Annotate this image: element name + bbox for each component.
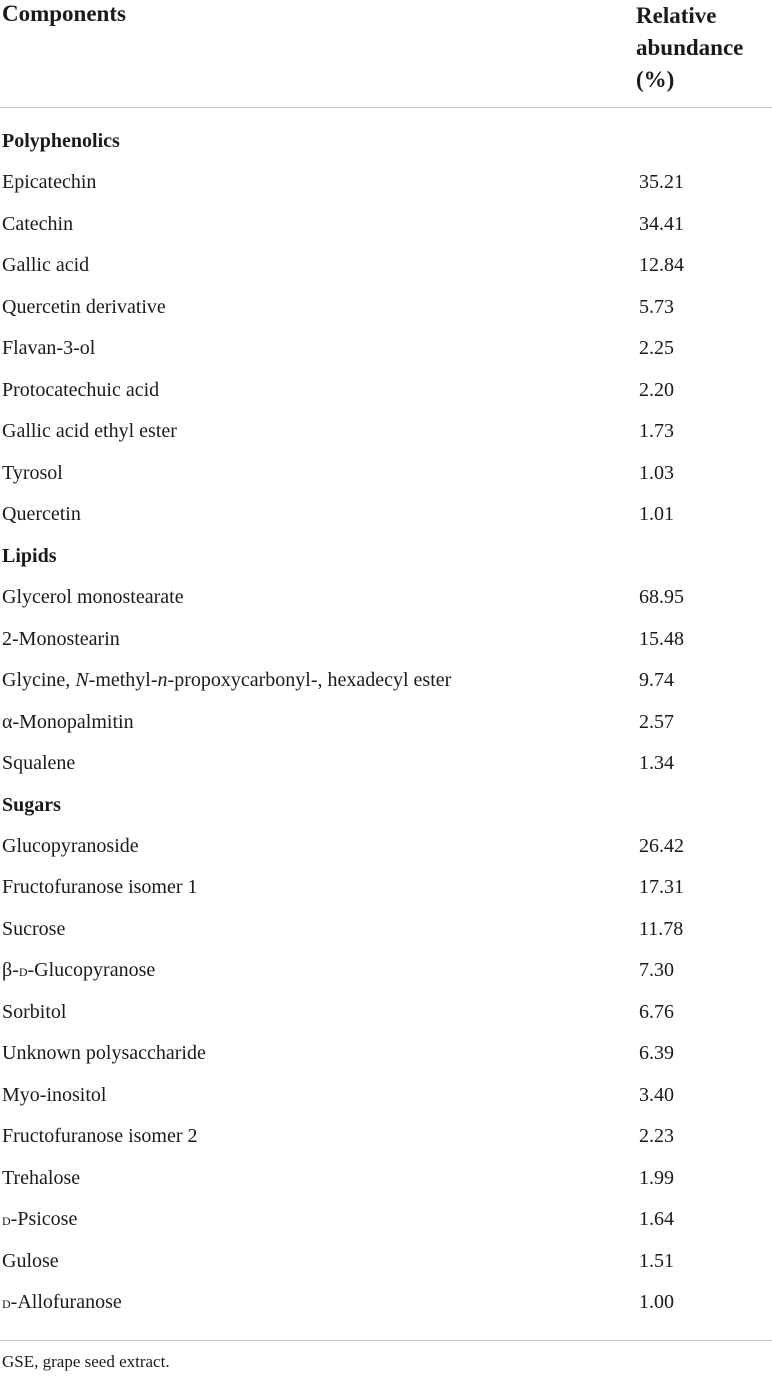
component-name: Flavan-3-ol <box>2 337 96 360</box>
component-name: d-Psicose <box>2 1208 78 1231</box>
abundance-value: 34.41 <box>639 212 684 235</box>
component-name: Unknown polysaccharide <box>2 1042 206 1065</box>
abundance-value: 11.78 <box>639 917 684 940</box>
abundance-value: 1.73 <box>639 420 674 443</box>
section-row <box>0 536 772 577</box>
table-row <box>0 411 772 452</box>
table-row <box>0 1033 772 1074</box>
abundance-value: 1.03 <box>639 461 674 484</box>
abundance-value: 2.25 <box>639 337 674 360</box>
component-name: Fructofuranose isomer 2 <box>2 1125 198 1148</box>
component-name: Catechin <box>2 212 74 235</box>
abundance-value: 1.51 <box>639 1249 674 1272</box>
table-header <box>0 0 772 108</box>
component-name: Quercetin <box>2 503 81 526</box>
bottom-rule <box>0 1340 772 1341</box>
abundance-value: 17.31 <box>639 876 684 899</box>
table-row <box>0 328 772 369</box>
abundance-value: 12.84 <box>639 254 684 277</box>
table-row <box>0 577 772 618</box>
table-row <box>0 992 772 1033</box>
abundance-value: 15.48 <box>639 627 684 650</box>
component-name: Gallic acid <box>2 254 90 277</box>
table-row <box>0 619 772 660</box>
table-row <box>0 702 772 743</box>
abundance-value: 2.23 <box>639 1125 674 1148</box>
table-row <box>0 1241 772 1282</box>
component-name: d-Allofuranose <box>2 1291 122 1314</box>
component-name: Gulose <box>2 1249 59 1272</box>
table-row <box>0 1116 772 1157</box>
section-label: Sugars <box>2 793 61 816</box>
abundance-value: 1.00 <box>639 1291 674 1314</box>
section-row <box>0 785 772 826</box>
section-label: Lipids <box>2 544 57 567</box>
table-row <box>0 370 772 411</box>
section-label: Polyphenolics <box>2 130 120 152</box>
component-name: Tyrosol <box>2 461 63 484</box>
table-row <box>0 950 772 991</box>
table-row <box>0 494 772 535</box>
table-row <box>0 162 772 203</box>
component-name: Glycerol monostearate <box>2 586 184 609</box>
section-row <box>0 121 772 162</box>
component-name: Gallic acid ethyl ester <box>2 420 177 443</box>
table-row <box>0 660 772 701</box>
component-name: β-d-Glucopyranose <box>2 959 156 982</box>
abundance-column-header: Relative abundance (%) <box>636 3 744 92</box>
abundance-value: 2.57 <box>639 710 674 733</box>
component-name: Squalene <box>2 752 76 775</box>
table-row <box>0 743 772 784</box>
component-name: Trehalose <box>2 1166 81 1189</box>
component-name: Glycine, N-methyl-n-propoxycarbonyl-, hexadecyl ester <box>2 669 452 692</box>
component-name: Myo-inositol <box>2 1083 107 1106</box>
table-row <box>0 1075 772 1116</box>
abundance-value: 3.40 <box>639 1083 674 1106</box>
abundance-value: 68.95 <box>639 586 684 609</box>
table-row <box>0 287 772 328</box>
component-name: α-Monopalmitin <box>2 710 134 733</box>
abundance-value: 9.74 <box>639 669 674 692</box>
abundance-value: 6.39 <box>639 1042 674 1065</box>
abundance-value: 26.42 <box>639 834 684 857</box>
table-row <box>0 1282 772 1323</box>
components-column-header: Components <box>2 1 126 26</box>
abundance-value: 7.30 <box>639 959 674 982</box>
component-name: Sorbitol <box>2 1000 67 1023</box>
abundance-value: 35.21 <box>639 171 684 194</box>
abundance-value: 1.01 <box>639 503 674 526</box>
table-row <box>0 867 772 908</box>
component-name: Epicatechin <box>2 171 97 194</box>
abundance-value: 1.64 <box>639 1208 674 1231</box>
abundance-value: 6.76 <box>639 1000 674 1023</box>
component-name: Fructofuranose isomer 1 <box>2 876 198 899</box>
abundance-value: 2.20 <box>639 378 674 401</box>
table-row <box>0 1199 772 1240</box>
table-row <box>0 204 772 245</box>
table-row <box>0 1158 772 1199</box>
table-row <box>0 826 772 867</box>
abundance-value: 1.99 <box>639 1166 674 1189</box>
table-row <box>0 245 772 286</box>
table-footnote: GSE, grape seed extract. <box>2 1352 170 1371</box>
component-name: Sucrose <box>2 917 66 940</box>
abundance-value: 5.73 <box>639 295 674 318</box>
component-name: Quercetin derivative <box>2 295 166 318</box>
table-row <box>0 453 772 494</box>
component-name: 2-Monostearin <box>2 627 120 650</box>
table-row <box>0 909 772 950</box>
component-name: Protocatechuic acid <box>2 378 160 401</box>
component-name: Glucopyranoside <box>2 834 139 857</box>
abundance-value: 1.34 <box>639 752 674 775</box>
